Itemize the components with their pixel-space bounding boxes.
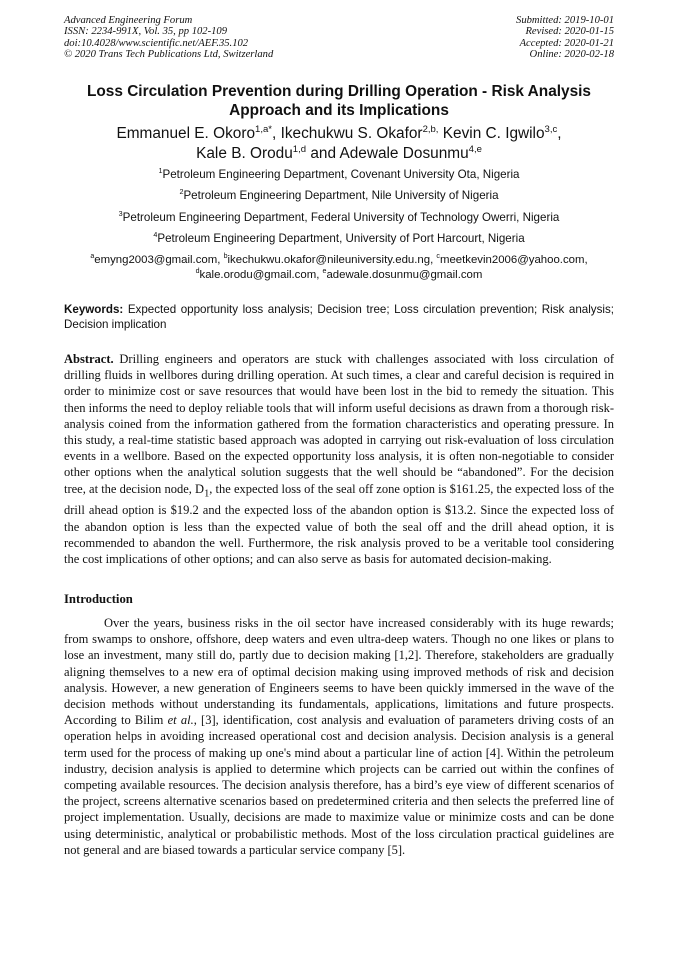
- journal-info: [64, 15, 273, 61]
- doi-line: doi:10.4028/www.scientific.net/AEF.35.102: [64, 37, 249, 49]
- author-line-2: [64, 144, 614, 164]
- abstract-subscript: 1: [204, 488, 210, 500]
- title-line-2: Approach and its Implications: [229, 102, 449, 119]
- issn-line: ISSN: 2234-991X, Vol. 35, pp 102-109: [64, 26, 228, 38]
- journal-name: Advanced Engineering Forum: [64, 15, 193, 26]
- affiliation-4: [64, 232, 614, 246]
- copyright-line: © 2020 Trans Tech Publications Ltd, Switzerland: [64, 49, 274, 61]
- author-line-1: Emmanuel E. Okoro$^{1,a*}$, Ikechukwu S. Okafor$^{2,b,}$ Kevin C. Igwilo$^{3,c}$,: [116, 123, 562, 142]
- author-and: and: [310, 144, 337, 162]
- affiliation-text: Petroleum Engineering Department, University of Port Harcourt, Nigeria: [157, 232, 525, 245]
- intro-text-cont: , [3], identification, cost analysis and evaluation of parameters driving costs of an operation helps in avoiding increased operational cost and decision analysis. Decision analysis is a general term used for the process of making up one's mind about a particular line of action [4]. Within the petroleum industry, decision analysis is applied to determine which projects can be carried out within the confines of competing available resources. The decision analysis therefore, has a bird’s eye view of different scenarios of the project, screens alternative scenarios based on predetermined criteria and then selects the preferred line of project implementation. Usually, decisions are made to maximize value or minimize costs and can be done using deterministic, analytical or probabilistic methods. Most of the loss circulation practical guidelines are not general and are biased towards a particular service company [5].: [64, 713, 615, 857]
- keywords-section: [64, 303, 614, 332]
- author-emails: [64, 253, 614, 282]
- affiliation-text: Petroleum Engineering Department, Covenant University Ota, Nigeria: [162, 168, 520, 181]
- affiliation-sup: 3: [118, 209, 123, 219]
- email-line-1: [64, 253, 614, 268]
- title-line-1: Loss Circulation Prevention during Drilling Operation - Risk Analysis: [87, 83, 591, 100]
- introduction-paragraph: [64, 615, 614, 858]
- revised-date: Revised: 2020-01-15: [525, 26, 614, 38]
- email-link[interactable]: emyng2003@gmail.com,: [94, 254, 221, 266]
- introduction-heading: Introduction: [64, 592, 133, 606]
- email-link[interactable]: adewale.dosunmu@gmail.com: [326, 268, 483, 281]
- author-name: Adewale Dosunmu: [339, 144, 469, 162]
- email-line-2: [64, 268, 614, 283]
- affiliation-3: [64, 211, 614, 225]
- email-link[interactable]: kale.orodu@gmail.com,: [199, 268, 320, 281]
- author-affil-sup: 2,b,: [422, 123, 439, 135]
- abstract-label: Abstract.: [64, 352, 114, 366]
- email-link[interactable]: meetkevin2006@yahoo.com,: [439, 254, 588, 266]
- email-sup: b: [223, 253, 228, 261]
- affiliation-1: [64, 168, 614, 182]
- email-sup: d: [195, 267, 200, 275]
- submission-dates: [516, 15, 614, 61]
- intro-text: Over the years, business risks in the oil sector have increased considerably with its huge rewards; from swamps to onshore, offshore, deep waters and even ultra-deep waters. Though no one likes or plans to lose an investment, many still do, partly due to decision making [1,2]. Therefore, stakeholders are gradually aligning themselves to a new era of optimal decision making using improved methods of risk and decision analysis. However, a new generation of Engineers seems to have been quickly immersed in the wave of the decision methods without understanding its fundamentals, applications, limitations and future prospects. According to Bilim: [64, 616, 614, 728]
- affiliation-text: Petroleum Engineering Department, Federal University of Technology Owerri, Nigeria: [122, 211, 560, 224]
- author-name: Ikechukwu S. Okafor: [280, 125, 423, 142]
- keywords-text: Expected opportunity loss analysis; Decision tree; Loss circulation prevention; Risk analysis; Decision implication: [64, 303, 614, 331]
- email-sup: c: [436, 253, 440, 261]
- submitted-date: Submitted: 2019-10-01: [516, 15, 614, 26]
- intro-emphasis: et al.: [167, 713, 194, 728]
- paper-title: [64, 82, 614, 120]
- affiliation-2: [64, 189, 614, 203]
- email-sup: e: [322, 267, 327, 275]
- abstract-text-cont: , the expected loss of the seal off zone option is $161.25, the expected loss of the drill ahead option is $19.2 and the expected loss of the abandon option is $13.2. Since the expected loss of the abandon option is less than the expected value of both the seal off and the drill ahead option, it is recommended to abandon the well. Furthermore, the risk analysis proved to be a veritable tool considering the cost implications of other options; and can also serve as basis for automated decision-making.: [64, 481, 614, 566]
- author-affil-sup: 1,a*: [255, 123, 272, 135]
- author-name: Kale B. Orodu: [196, 144, 293, 162]
- email-sup: a: [90, 253, 95, 261]
- author-list: [64, 124, 614, 163]
- affiliation-sup: 1: [158, 166, 163, 176]
- affiliation-text: Petroleum Engineering Department, Nile University of Nigeria: [183, 189, 499, 202]
- abstract-section: [64, 351, 614, 567]
- author-affil-sup: 4,e: [468, 143, 482, 155]
- affiliation-sup: 2: [179, 187, 184, 197]
- author-affil-sup: 1,d: [292, 143, 307, 155]
- keywords-label: Keywords:: [64, 303, 124, 316]
- author-name: Emmanuel E. Okoro: [116, 125, 256, 142]
- accepted-date: Accepted: 2020-01-21: [519, 37, 614, 49]
- abstract-text: Drilling engineers and operators are stuck with challenges associated with loss circulation of drilling fluids in wellbores during drilling operation. At such times, a clear and careful decision is required in order to minimize cost or save resources that would have been lost in the bid to remedy the situation. This then informs the need to deploy reliable tools that will inform useful decisions as drawn from a thorough risk-analysis coined from the information gathered from the formation characteristics and operating pressure. In this study, a real-time statistic based approach was adopted in carrying out risk-evaluation of loss circulation events in a wellbore. Based on the expected opportunity loss analysis, it is often non-negotiable to consider other options when the analytical solution suggests that the well should be “abandoned”. For the decision tree, at the decision node, D: [64, 352, 615, 496]
- author-affil-sup: 3,c: [544, 123, 558, 135]
- author-name: Kevin C. Igwilo: [442, 125, 545, 142]
- affiliation-sup: 4: [153, 230, 158, 240]
- email-link[interactable]: ikechukwu.okafor@nileuniversity.edu.ng,: [227, 254, 434, 266]
- online-date: Online: 2020-02-18: [529, 49, 614, 61]
